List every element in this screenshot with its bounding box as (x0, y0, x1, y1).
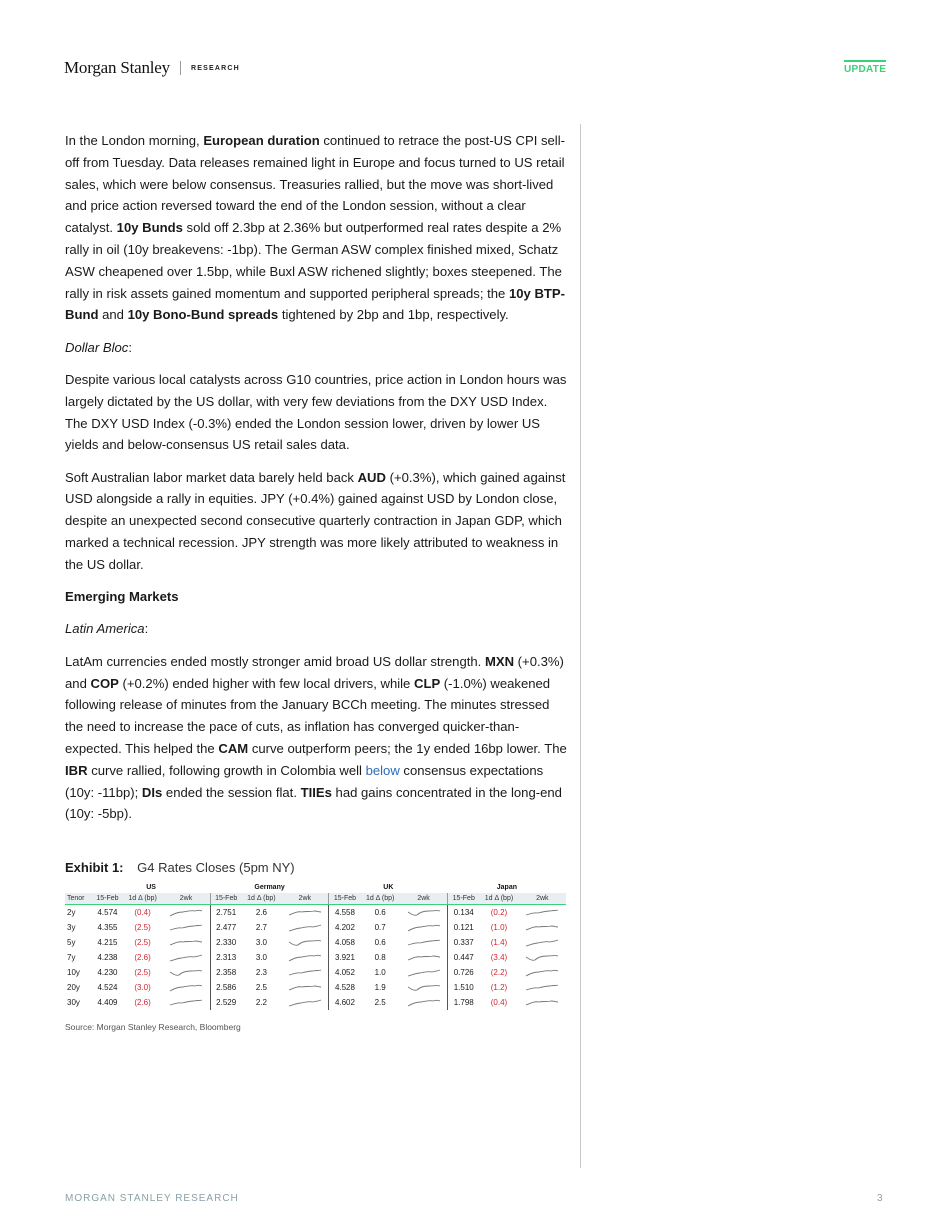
sparkline-cell (281, 965, 329, 980)
change-cell: 0.6 (374, 938, 386, 947)
close-value-cell: 4.574 (97, 908, 118, 917)
sparkline-2wk (169, 983, 203, 993)
table-row (65, 965, 566, 980)
change-cell: (2.6) (134, 953, 151, 962)
sparkline-2wk (288, 938, 322, 948)
sparkline-2wk (525, 968, 559, 978)
change-cell: (2.5) (134, 968, 151, 977)
close-value-cell: 2.529 (216, 998, 237, 1007)
sparkline-2wk (169, 998, 203, 1008)
table-row (65, 905, 566, 921)
tenor-cell: 10y (67, 968, 80, 977)
sparkline-2wk (407, 968, 441, 978)
exhibit-source: Source: Morgan Stanley Research, Bloomberg (65, 1022, 241, 1032)
close-value-cell: 1.510 (453, 983, 474, 992)
change-cell: (2.6) (134, 998, 151, 1007)
col-header: 15-Feb (448, 893, 479, 905)
column-divider (580, 124, 581, 1168)
sparkline-2wk (407, 938, 441, 948)
close-value-cell: 4.202 (334, 923, 355, 932)
sparkline-cell (519, 935, 566, 950)
tenor-cell: 2y (67, 908, 76, 917)
col-header: 15-Feb (329, 893, 360, 905)
col-header: 15-Feb (92, 893, 123, 905)
change-cell: (3.0) (134, 983, 151, 992)
close-value-cell: 0.337 (453, 938, 474, 947)
tenor-cell: 3y (67, 923, 76, 932)
table-row (65, 995, 566, 1010)
sparkline-cell (162, 920, 210, 935)
change-cell: 3.0 (255, 938, 267, 947)
below-link[interactable]: below (365, 762, 400, 778)
paragraph-dollar-bloc: Despite various local catalysts across G10 countries, price action in London hours was largely dictated by the US dollar, with very few deviations from the DXY USD Index. The DXY USD Index (-0.3%) ended the London session lower, driven by lower US yields and below-consensus US retail sales data. (65, 371, 567, 453)
change-cell: 1.0 (374, 968, 386, 977)
col-header: 2wk (400, 893, 448, 905)
sparkline-2wk (407, 908, 441, 918)
sparkline-cell (281, 995, 329, 1010)
col-header: 15-Feb (210, 893, 241, 905)
sparkline-cell (400, 905, 448, 921)
sparkline-cell (400, 995, 448, 1010)
change-cell: 1.9 (374, 983, 386, 992)
tenor-cell: 30y (67, 998, 80, 1007)
column-header-row (65, 893, 566, 905)
table-row (65, 950, 566, 965)
change-cell: (0.2) (490, 908, 508, 917)
close-value-cell: 2.313 (216, 953, 237, 962)
sparkline-2wk (288, 923, 322, 933)
sparkline-2wk (288, 953, 322, 963)
sparkline-cell (281, 905, 329, 921)
tenor-cell: 5y (67, 938, 76, 947)
close-value-cell: 4.052 (334, 968, 355, 977)
change-cell: 3.0 (255, 953, 267, 962)
sparkline-2wk (169, 908, 203, 918)
sparkline-2wk (525, 908, 559, 918)
close-value-cell: 4.602 (334, 998, 355, 1007)
sparkline-cell (281, 980, 329, 995)
page-number: 3 (877, 1193, 883, 1204)
col-header: 1d Δ (bp) (479, 893, 518, 905)
exhibit-1 (65, 860, 566, 1032)
close-value-cell: 2.477 (216, 923, 237, 932)
sparkline-2wk (288, 968, 322, 978)
col-header: 1d Δ (bp) (123, 893, 162, 905)
close-value-cell: 4.528 (334, 983, 355, 992)
group-uk: UK (383, 883, 394, 891)
footer-brand: MORGAN STANLEY RESEARCH (65, 1193, 239, 1204)
close-value-cell: 0.134 (453, 908, 474, 917)
group-japan: Japan (496, 883, 517, 891)
close-value-cell: 4.215 (97, 938, 118, 947)
tenor-cell: 20y (67, 983, 80, 992)
latin-america-label: Latin America: (65, 621, 149, 637)
table-row (65, 920, 566, 935)
change-cell: 0.6 (374, 908, 386, 917)
change-cell: (2.2) (490, 968, 508, 977)
close-value-cell: 2.330 (216, 938, 237, 947)
sparkline-2wk (407, 998, 441, 1008)
close-value-cell: 1.798 (453, 998, 474, 1007)
update-badge: UPDATE (844, 60, 886, 75)
dollar-bloc-label: Dollar Bloc: (65, 339, 132, 355)
rates-table (65, 881, 566, 1010)
sparkline-cell (162, 995, 210, 1010)
close-value-cell: 4.230 (97, 968, 118, 977)
change-cell: (2.5) (134, 938, 151, 947)
sparkline-2wk (288, 908, 322, 918)
logo-divider (180, 61, 181, 75)
sparkline-2wk (525, 923, 559, 933)
change-cell: 2.3 (255, 968, 267, 977)
sparkline-cell (400, 950, 448, 965)
col-header: 2wk (281, 893, 329, 905)
sparkline-cell (519, 980, 566, 995)
sparkline-cell (519, 950, 566, 965)
change-cell: (0.4) (134, 908, 151, 917)
change-cell: 2.6 (255, 908, 267, 917)
close-value-cell: 4.558 (334, 908, 355, 917)
sparkline-2wk (407, 983, 441, 993)
sparkline-2wk (169, 968, 203, 978)
sparkline-cell (400, 935, 448, 950)
close-value-cell: 3.921 (334, 953, 355, 962)
change-cell: 0.8 (374, 953, 386, 962)
col-header: 2wk (519, 893, 566, 905)
sparkline-cell (162, 980, 210, 995)
tenor-header: Tenor (65, 893, 92, 905)
sparkline-cell (162, 935, 210, 950)
header (64, 58, 240, 78)
close-value-cell: 4.058 (334, 938, 355, 947)
close-value-cell: 0.447 (453, 953, 474, 962)
sparkline-2wk (525, 998, 559, 1008)
sparkline-2wk (525, 953, 559, 963)
close-value-cell: 4.524 (97, 983, 118, 992)
change-cell: 2.2 (255, 998, 267, 1007)
change-cell: (3.4) (490, 953, 508, 962)
close-value-cell: 4.355 (97, 923, 118, 932)
col-header: 1d Δ (bp) (242, 893, 281, 905)
sparkline-2wk (525, 983, 559, 993)
group-germany: Germany (254, 883, 285, 891)
sparkline-2wk (288, 983, 322, 993)
change-cell: (0.4) (490, 998, 508, 1007)
sparkline-cell (281, 950, 329, 965)
group-header-row (65, 881, 566, 893)
sparkline-cell (162, 905, 210, 921)
close-value-cell: 4.238 (97, 953, 118, 962)
group-us: US (146, 883, 156, 891)
change-cell: (2.5) (134, 923, 151, 932)
change-cell: (1.2) (490, 983, 508, 992)
change-cell: 2.5 (374, 998, 386, 1007)
sparkline-cell (400, 965, 448, 980)
change-cell: 0.7 (374, 923, 386, 932)
sparkline-2wk (407, 923, 441, 933)
col-header: 2wk (162, 893, 210, 905)
sparkline-2wk (407, 953, 441, 963)
paragraph-european-duration: In the London morning, European duration continued to retrace the post-US CPI sell-off from Tuesday. Data releases remained light in Europe and focus turned to US retail sales, which were below consensus. Treasuries rallied, but the move was short-lived and price action reversed toward the end of the London session, without a clear catalyst. 10y Bunds sold off 2.3bp at 2.36% but outperformed real rates despite a 2% rally in oil (10y breakevens: -1bp). The German ASW complex finished mixed, Schatz ASW cheapened over 1.5bp, while Buxl ASW richened slightly; boxes steepened. The rally in risk assets gained momentum and supported peripheral spreads; the 10y BTP-Bund and 10y Bono-Bund spreads tightened by 2bp and 1bp, respectively. (65, 133, 566, 323)
change-cell: 2.7 (255, 923, 267, 932)
change-cell: 2.5 (255, 983, 267, 992)
sparkline-cell (281, 920, 329, 935)
tenor-cell: 7y (67, 953, 76, 962)
col-header: 1d Δ (bp) (360, 893, 399, 905)
table-row (65, 935, 566, 950)
morgan-stanley-logo: Morgan Stanley (64, 58, 170, 77)
table-row (65, 980, 566, 995)
body-text (65, 130, 570, 836)
sparkline-2wk (169, 938, 203, 948)
sparkline-cell (162, 965, 210, 980)
sparkline-cell (400, 980, 448, 995)
sparkline-cell (519, 965, 566, 980)
close-value-cell: 2.751 (216, 908, 237, 917)
close-value-cell: 2.358 (216, 968, 237, 977)
sparkline-2wk (288, 998, 322, 1008)
sparkline-2wk (525, 938, 559, 948)
exhibit-title (65, 860, 566, 875)
emerging-markets-heading: Emerging Markets (65, 589, 179, 605)
change-cell: (1.0) (490, 923, 508, 932)
section-label: RESEARCH (190, 64, 240, 72)
close-value-cell: 0.121 (453, 923, 474, 932)
sparkline-cell (162, 950, 210, 965)
close-value-cell: 2.586 (216, 983, 237, 992)
sparkline-cell (400, 920, 448, 935)
paragraph-latam: LatAm currencies ended mostly stronger amid broad US dollar strength. MXN (+0.3%) and COP (+0.2%) ended higher with few local drivers, while CLP (-1.0%) weakened following release of minutes from the January BCCh meeting. The minutes stressed the need to increase the pace of cuts, as inflation has converged quicker-than-expected. This helped the CAM curve outperform peers; the 1y ended 16bp lower. The IBR curve rallied, following growth in Colombia well below consensus expectations (10y: -11bp); DIs ended the session flat. TIIEs had gains concentrated in the long-end (10y: -5bp). (65, 653, 567, 822)
exhibit-caption: G4 Rates Closes (5pm NY) (137, 860, 295, 875)
sparkline-cell (519, 905, 566, 921)
paragraph-aud-jpy: Soft Australian labor market data barely held back AUD (+0.3%), which gained against USD alongside a rally in equities. JPY (+0.4%) gained against USD by London close, despite an unexpected second consecutive quarterly contraction in Japan GDP, which marked a technical recession. JPY strength was more likely attributed to weakness in the US dollar. (65, 469, 566, 572)
change-cell: (1.4) (490, 938, 508, 947)
sparkline-cell (281, 935, 329, 950)
exhibit-number: Exhibit 1: (65, 860, 124, 875)
sparkline-2wk (169, 953, 203, 963)
close-value-cell: 4.409 (97, 998, 118, 1007)
sparkline-cell (519, 995, 566, 1010)
sparkline-2wk (169, 923, 203, 933)
close-value-cell: 0.726 (453, 968, 474, 977)
sparkline-cell (519, 920, 566, 935)
